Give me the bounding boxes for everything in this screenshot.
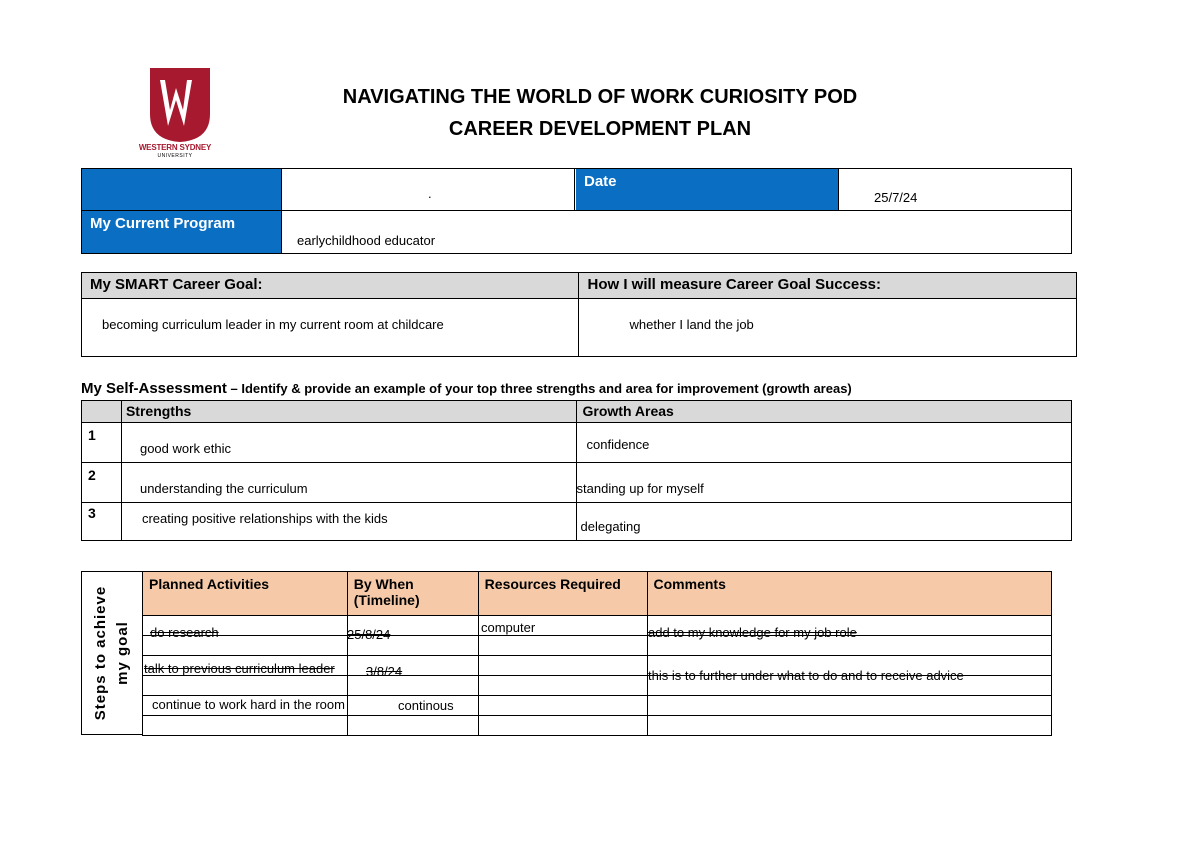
growth-cell: standing up for myself [576,463,1071,503]
num-header [82,401,122,423]
table-row [82,423,1072,463]
date-value: 25/7/24 [874,190,918,205]
measure-value: whether I land the job [629,317,754,332]
self-assessment-heading [81,380,852,397]
table-row [82,503,1072,541]
goal-value: becoming curriculum leader in my current room at childcare [102,317,444,332]
growth-cell: delegating [576,503,1071,541]
strength-cell: understanding the curriculum [121,463,576,503]
self-assessment-table [81,400,1072,541]
program-divider [281,211,282,253]
row-number: 3 [82,503,122,541]
measure-label: How I will measure Career Goal Success: [587,276,881,293]
step-resources: computer [481,620,536,635]
step-when: 3/8/24 [366,664,403,679]
measure-value-cell [579,299,1077,357]
goal-label: My SMART Career Goal: [90,276,263,293]
goal-table [81,272,1077,357]
name-value: . [428,186,432,201]
date-label: Date [584,173,617,190]
page-subtitle: CAREER DEVELOPMENT PLAN [448,118,752,140]
row-number: 1 [82,423,122,463]
step-comments: add to my knowledge for my job role [648,625,857,640]
date-label-cell [576,169,838,211]
step-when: continous [398,698,454,713]
step-activity: do research [150,625,219,640]
date-value-cell [838,169,1071,211]
program-label-cell [82,211,281,253]
resources-header: Resources Required [478,572,647,616]
growth-cell: confidence [576,423,1071,463]
university-subtitle: UNIVERSITY [157,153,193,159]
goal-header [82,273,579,299]
program-value: earlychildhood educator [297,233,436,248]
step-when: 25/8/24 [347,627,391,642]
university-name: WESTERN SYDNEY [138,143,212,152]
step-activity: talk to previous curriculum leader [144,661,335,676]
goal-value-cell [82,299,579,357]
page-title: NAVIGATING THE WORLD OF WORK CURIOSITY POD [342,86,858,108]
program-label: My Current Program [90,215,236,232]
table-row [82,463,1072,503]
strength-cell: creating positive relationships with the kids [121,503,576,541]
when-header: By When (Timeline) [347,572,478,616]
strengths-header: Strengths [121,401,576,423]
activities-header: Planned Activities [143,572,348,616]
comments-header: Comments [647,572,1051,616]
self-assessment-title: My Self-Assessment [81,380,227,397]
steps-label-line1: Steps to achieve [92,585,109,721]
strength-cell: good work ethic [121,423,576,463]
row-number: 2 [82,463,122,503]
step-activity: continue to work hard in the room [152,697,345,712]
step-comments: this is to further under what to do and to receive advice [648,668,964,683]
steps-label-line2: my goal [114,621,131,685]
growth-header: Growth Areas [576,401,1071,423]
name-label-cell [82,169,281,211]
self-assessment-instructions: – Identify & provide an example of your top three strengths and area for improvement (growth areas) [226,381,852,396]
measure-header [579,273,1077,299]
